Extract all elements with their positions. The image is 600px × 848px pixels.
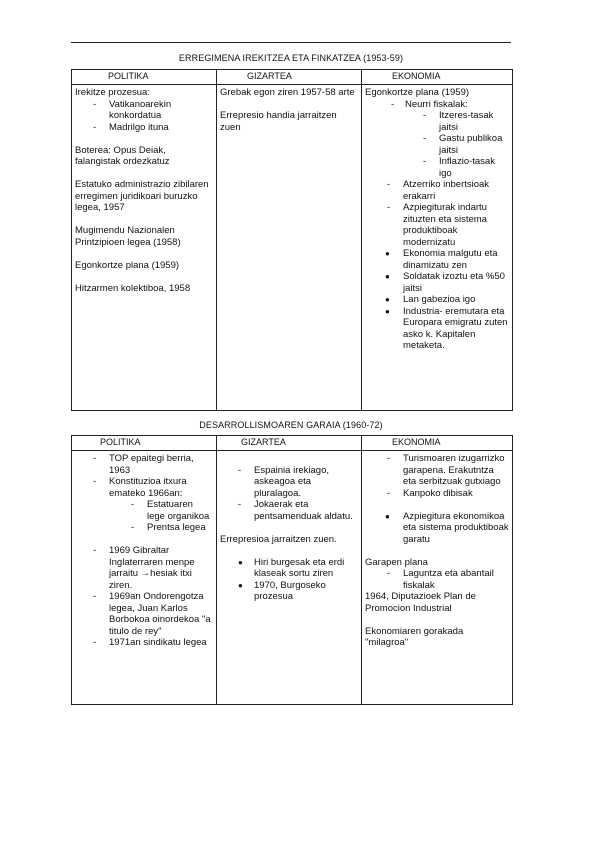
list-item: - 1969 Gibraltar Inglaterraren menpe jarraitu →hesiak itxi ziren.: [93, 545, 195, 591]
list-item: ● Lan gabezioa igo: [385, 294, 476, 305]
s2-header-gizartea: GIZARTEA: [217, 436, 362, 451]
s1-politika-cell: [72, 85, 217, 411]
s2-gizartea-cell: [217, 451, 362, 705]
s1-pol-p2: Estatuko administrazio zibilaren erregimen juridikoari buruzko legea, 1957: [75, 179, 209, 213]
s1-pol-p4: Egonkortze plana (1959): [75, 259, 180, 271]
list-item: - Prentsa legea: [131, 522, 206, 533]
list-item: - Konstituzioa itxura emateko 1966an:: [93, 476, 187, 499]
s1-eko-intro: Egonkortze plana (1959): [365, 87, 470, 98]
list-item: - Inflazio-tasak igo: [423, 156, 495, 179]
s1-pol-p5: Hitzarmen kolektiboa, 1958: [75, 282, 191, 294]
section1-title: ERREGIMENA IREKITZEA ETA FINKATZEA (1953-59): [178, 53, 404, 63]
list-item: ● Soldatak izoztu eta %50 jaitsi: [385, 271, 505, 294]
list-item: - Azpiegiturak indartu zituzten eta sistema produktiboak modernizatu: [387, 202, 487, 248]
list-item: ● Ekonomia malgutu eta dinamizatu zen: [385, 248, 498, 271]
s1-pol-intro: Irekitze prozesua:: [75, 87, 150, 98]
list-item: - Madrilgo ituna: [93, 121, 169, 133]
section2-table: [71, 435, 513, 705]
list-item: - Kanpoko dibisak: [387, 487, 473, 499]
list-item: ● Azpiegitura ekonomikoa eta sistema produktiboak garatu: [385, 510, 509, 545]
list-item: - 1969an Ondorengotza legea, Juan Karlos Borbokoa oinordekoa "a titulo de rey": [93, 591, 211, 637]
list-item: - TOP epaitegi berria, 1963: [93, 453, 194, 476]
top-rule: [71, 42, 511, 43]
s2-header-politika: POLITIKA: [72, 436, 217, 451]
s1-giz-p2: Errepresio handia jarraitzen zuen: [220, 110, 337, 133]
s1-ekonomia-cell: [362, 85, 513, 411]
list-item: - Gastu publikoa jaitsi: [423, 133, 503, 156]
s1-header-ekonomia: EKONOMIA: [362, 70, 513, 85]
s2-eko-p2: 1964, Diputazioek Plan de Promocion Industrial: [365, 591, 476, 614]
s2-giz-p1: Errepresioa jarraitzen zuen.: [220, 533, 337, 545]
list-item: ● Industria- eremutara eta Europara emigratu zuten asko k. Kapitalen metaketa.: [385, 305, 508, 351]
s2-header-ekonomia: EKONOMIA: [362, 436, 513, 451]
s2-ekonomia-cell: [362, 451, 513, 705]
list-item: - Atzerriko inbertsioak erakarri: [387, 179, 490, 202]
s2-politika-cell: [72, 451, 217, 705]
s2-eko-p3: Ekonomiaren gorakada "milagroa": [365, 625, 464, 648]
section2-title: DESARROLLISMOAREN GARAIA (1960-72): [199, 420, 383, 430]
list-item: - Itzeres-tasak jaitsi: [423, 110, 494, 133]
list-item: - Vatikanoarekin konkordatua: [93, 98, 172, 121]
s1-gizartea-cell: [217, 85, 362, 411]
s2-eko-p1: Garapen plana: [365, 556, 428, 568]
list-item: - Jokaerak eta pentsamenduak aldatu.: [238, 499, 353, 522]
list-item: - 1971an sindikatu legea: [93, 637, 207, 648]
section1-table: [71, 69, 513, 411]
list-item: - Estatuaren lege organikoa: [131, 499, 210, 522]
list-item: - Laguntza eta abantail fiskalak: [387, 568, 494, 591]
s1-header-gizartea: GIZARTEA: [217, 70, 362, 85]
s1-pol-p1: Boterea: Opus Deiak, falangistak ordezkatuz: [75, 144, 170, 167]
list-item: - Espainia irekiago, askeagoa eta pluralagoa.: [238, 464, 329, 499]
list-item: - Neurri fiskalak:: [391, 98, 468, 110]
list-item: ● 1970, Burgoseko prozesua: [238, 579, 326, 602]
s1-pol-list: [75, 99, 213, 134]
s1-header-politika: POLITIKA: [72, 70, 217, 85]
s1-pol-p3: Mugimendu Nazionalen Printzipioen legea (1958): [75, 225, 181, 248]
list-item: - Turismoaren izugarrizko garapena. Erakutntza eta serbitzuak gutxiago: [387, 453, 505, 487]
s1-giz-p1: Grebak egon ziren 1957-58 arte: [220, 87, 355, 98]
list-item: ● Hiri burgesak eta erdi klaseak sortu ziren: [238, 556, 345, 579]
